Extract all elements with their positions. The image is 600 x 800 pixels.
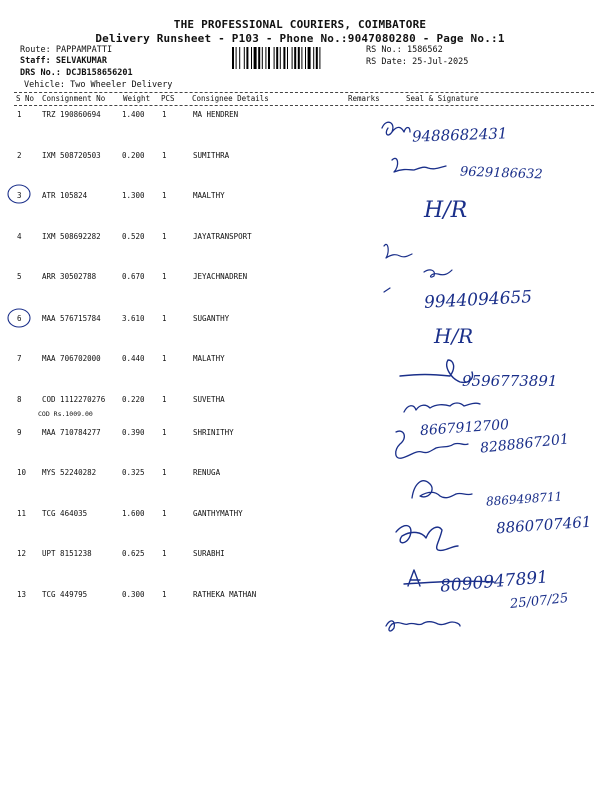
- cell-consignee: GANTHYMATHY: [193, 509, 243, 518]
- col-pcs: PCS: [161, 94, 175, 103]
- cell-pcs: 1: [162, 110, 167, 119]
- handwritten-r6b: H/R: [434, 324, 474, 348]
- cell-weight: 0.520: [122, 232, 145, 241]
- handwritten-r8: 8667912700: [419, 416, 510, 440]
- vehicle-line: [24, 80, 172, 90]
- cell-consignment: UPT 8151238: [42, 549, 92, 558]
- route-label: Route:: [20, 45, 51, 55]
- barcode-bar: [308, 47, 311, 69]
- handwritten-r12: 8090947891: [439, 567, 549, 597]
- cell-consignment: MAA 706702000: [42, 354, 101, 363]
- cell-consignment: MYS 52240282: [42, 468, 97, 477]
- rs-date-label: RS Date:: [366, 57, 407, 67]
- staff-label: Staff:: [20, 56, 51, 66]
- route-line: [20, 45, 112, 55]
- barcode-bar: [254, 47, 257, 69]
- barcode-bar: [305, 47, 306, 69]
- route-value: PAPPAMPATTI: [55, 45, 113, 55]
- cell-sno: 7: [17, 354, 22, 363]
- cell-pcs: 1: [162, 354, 167, 363]
- barcode-bar: [294, 47, 296, 69]
- cell-consignee: JAYATRANSPORT: [193, 232, 252, 241]
- cell-weight: 1.300: [122, 191, 145, 200]
- cell-pcs: 1: [162, 232, 167, 241]
- vehicle-value: Two Wheeler Delivery: [70, 80, 173, 90]
- cell-weight: 0.670: [122, 272, 145, 281]
- cod-amount-note: COD Rs.1009.00: [38, 410, 93, 418]
- cell-pcs: 1: [162, 314, 167, 323]
- cell-sno: 5: [17, 272, 22, 281]
- handwritten-date: 25/07/25: [509, 590, 570, 613]
- cell-sno: 9: [17, 428, 22, 437]
- handwritten-r9: 8288867201: [479, 431, 570, 457]
- barcode-bar: [287, 47, 288, 69]
- cell-pcs: 1: [162, 509, 167, 518]
- barcode-bar: [283, 47, 285, 69]
- cell-pcs: 1: [162, 428, 167, 437]
- vehicle-label: Vehicle:: [24, 80, 65, 90]
- cell-weight: 0.325: [122, 468, 145, 477]
- barcode-bar: [239, 47, 240, 69]
- cell-consignee: SUMITHRA: [193, 151, 230, 160]
- cell-consignee: JEYACHNADREN: [193, 272, 248, 281]
- cell-consignee: RATHEKA MATHAN: [193, 590, 257, 599]
- rs-no-line: [366, 45, 443, 55]
- cell-consignee: MA HENDREN: [193, 110, 239, 119]
- barcode-bar: [265, 47, 266, 69]
- cell-consignment: TCG 449795: [42, 590, 88, 599]
- company-name: THE PROFESSIONAL COURIERS, COIMBATORE: [173, 18, 427, 31]
- cell-pcs: 1: [162, 590, 167, 599]
- rs-no-value: 1586562: [406, 45, 443, 55]
- cell-pcs: 1: [162, 549, 167, 558]
- signature-row6: [384, 270, 452, 292]
- barcode-bar: [313, 47, 314, 69]
- cell-weight: 0.300: [122, 590, 145, 599]
- barcode-bar: [280, 47, 281, 69]
- barcode-bar: [246, 47, 248, 69]
- handwritten-r6a: 9944094655: [423, 287, 533, 313]
- cell-pcs: 1: [162, 395, 167, 404]
- cell-consignee: SHRINITHY: [193, 428, 234, 437]
- handwritten-r7: 9596773891: [462, 372, 558, 390]
- cell-consignment: MAA 710784277: [42, 428, 101, 437]
- header-top-rule: [14, 92, 594, 93]
- barcode-bar: [244, 47, 245, 69]
- signature-bottom: [386, 621, 460, 631]
- barcode-bar: [298, 47, 300, 69]
- signature-row8: [404, 403, 480, 412]
- cell-sno: 2: [17, 151, 22, 160]
- handwritten-r11: 8860707461: [495, 512, 592, 538]
- cell-consignment: TRZ 190860694: [42, 110, 101, 119]
- header-bottom-rule: [14, 105, 594, 106]
- staff-line: [20, 56, 107, 66]
- cell-pcs: 1: [162, 151, 167, 160]
- cell-consignment: IXM 508720503: [42, 151, 101, 160]
- cell-weight: 0.390: [122, 428, 145, 437]
- cell-sno: 12: [17, 549, 27, 558]
- drs-label: DRS No.:: [20, 68, 61, 78]
- handwritten-r2: 9629186632: [459, 164, 543, 183]
- cell-weight: 0.625: [122, 549, 145, 558]
- cell-consignment: IXM 508692282: [42, 232, 101, 241]
- barcode-bar: [301, 47, 302, 69]
- handwritten-r10: 8869498711: [485, 489, 563, 509]
- rs-date-line: [366, 57, 468, 67]
- rs-no-label: RS No.:: [366, 45, 402, 55]
- cell-sno: 13: [17, 590, 27, 599]
- cell-weight: 0.220: [122, 395, 145, 404]
- barcode-bar: [316, 47, 318, 69]
- cell-consignment: ATR 105824: [42, 191, 88, 200]
- cell-weight: 1.600: [122, 509, 145, 518]
- cell-sno: 11: [17, 509, 27, 518]
- barcode-bar: [292, 47, 293, 69]
- handwritten-r3: H/R: [424, 198, 468, 223]
- barcode-bar: [258, 47, 260, 69]
- cell-sno: 8: [17, 395, 22, 404]
- cell-consignee: SURABHI: [193, 549, 225, 558]
- barcode-bar: [276, 47, 278, 69]
- runsheet-subtitle: Delivery Runsheet - P103 - Phone No.:9047080280 - Page No.:1: [95, 32, 505, 45]
- signature-row11: [396, 526, 458, 551]
- cell-consignment: COD 1112270276: [42, 395, 106, 404]
- col-consignment: Consignment No: [42, 94, 106, 103]
- barcode-bar: [274, 47, 275, 69]
- cell-weight: 0.200: [122, 151, 145, 160]
- cell-weight: 1.400: [122, 110, 145, 119]
- cell-pcs: 1: [162, 468, 167, 477]
- cell-consignment: ARR 30502788: [42, 272, 97, 281]
- barcode-bar: [319, 47, 320, 69]
- cell-sno: 6: [17, 314, 22, 323]
- col-seal: Seal & Signature: [406, 94, 479, 103]
- col-weight: Weight: [123, 94, 151, 103]
- col-sno: S No: [16, 94, 35, 103]
- signature-row2: [392, 158, 446, 172]
- col-remarks: Remarks: [348, 94, 380, 103]
- handwritten-r1: 9488682431: [411, 124, 508, 146]
- cell-consignee: SUGANTHY: [193, 314, 230, 323]
- drs-line: [20, 68, 133, 78]
- cell-sno: 3: [17, 191, 22, 200]
- cell-consignee: RENUGA: [193, 468, 221, 477]
- rs-date-value: 25-Jul-2025: [412, 57, 469, 67]
- cell-pcs: 1: [162, 272, 167, 281]
- cell-consignee: MALATHY: [193, 354, 225, 363]
- barcode-bar: [236, 47, 237, 69]
- cell-sno: 1: [17, 110, 22, 119]
- staff-value: SELVAKUMAR: [55, 56, 108, 66]
- cell-consignee: MAALTHY: [193, 191, 225, 200]
- cell-consignment: TCG 464035: [42, 509, 88, 518]
- barcode-bar: [262, 47, 263, 69]
- cell-consignment: MAA 576715784: [42, 314, 101, 323]
- barcode-bar: [268, 47, 270, 69]
- drs-value: DCJB158656201: [66, 68, 133, 78]
- cell-consignee: SUVETHA: [193, 395, 225, 404]
- cell-weight: 0.440: [122, 354, 145, 363]
- barcode-bar: [232, 47, 234, 69]
- col-consignee: Consignee Details: [192, 94, 269, 103]
- signature-row10: [412, 481, 472, 498]
- signature-row1: [382, 122, 410, 135]
- barcode-bar: [251, 47, 252, 69]
- cell-pcs: 1: [162, 191, 167, 200]
- cell-sno: 10: [17, 468, 27, 477]
- cell-weight: 3.610: [122, 314, 145, 323]
- cell-sno: 4: [17, 232, 22, 241]
- signature-row4: [384, 244, 412, 258]
- barcode: [232, 47, 360, 69]
